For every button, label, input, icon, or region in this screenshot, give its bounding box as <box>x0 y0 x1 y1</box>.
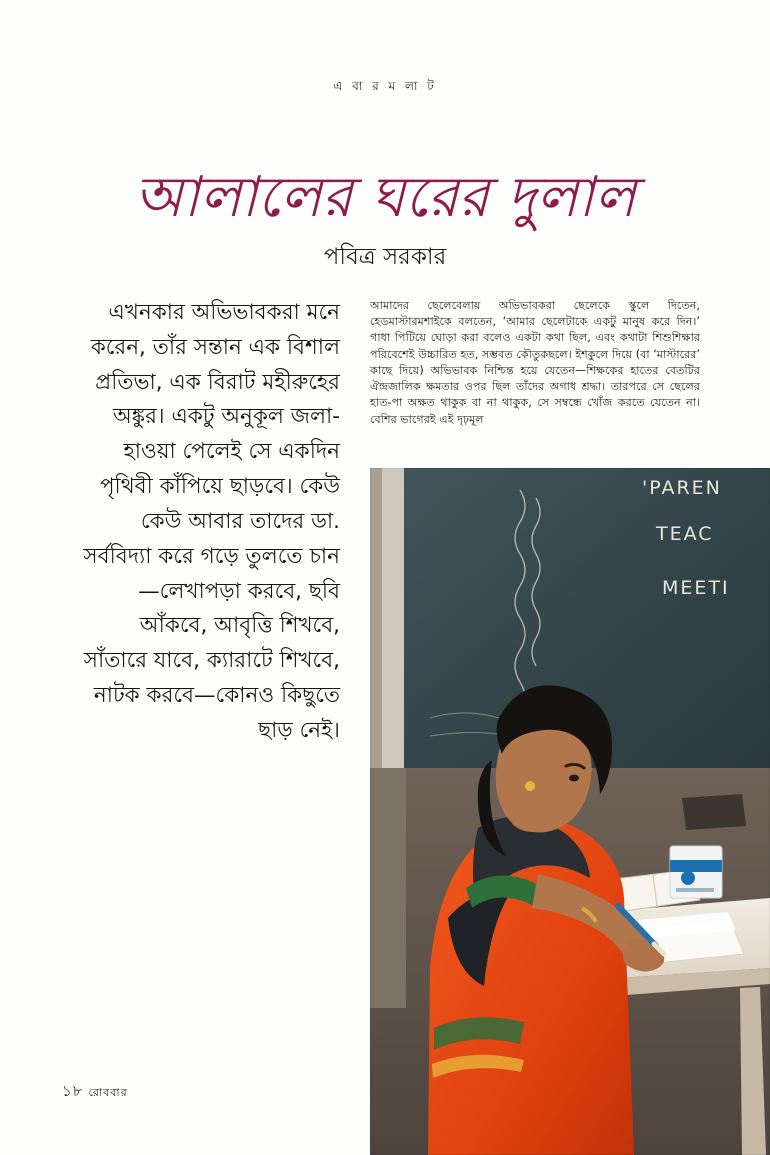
photo-illustration <box>370 468 770 1155</box>
svg-text:MEETI: MEETI <box>662 577 730 599</box>
svg-text:'PAREN: 'PAREN <box>642 477 722 499</box>
folio-page-number: ১৮ <box>62 1082 84 1100</box>
svg-text:TEAC: TEAC <box>656 523 714 545</box>
folio-magazine-name: রোববার <box>88 1086 128 1099</box>
article-photo <box>370 468 770 1155</box>
body-column-text: আমাদের ছেলেবেলায় অভিভাবকরা ছেলেকে স্কুলে দিতেন, হেডমাস্টারমশাইকে বলতেন, ‘আমার ছেলেটাকে একটু মানুষ করে দিন।’ গাধা পিটিয়ে ঘোড়া করা বলেও একটা কথা ছিল, এবং কথাটা শিশুশিক্ষার পরিবেশেই উচ্চারিত হত, সম্ভবত কৌতুকছলে। ইশকুলে দিয়ে (বা ‘মাস্টারের’ কাছে দিয়ে) অভিভাবক নিশ্চিন্ত হয়ে যেতেন—শিক্ষকের হাতের বেতটির ঐন্দ্রজালিক ক্ষমতার ওপর ছিল তাঁদের অগাধ শ্রদ্ধা। তারপরে সে ছেলের হাত-পা অক্ষত থাকুক বা না থাকুক, সে সম্বন্ধে খোঁজ করতে যেতেন না। বেশির ভাগেরই এই দৃঢ়মূল <box>370 299 700 426</box>
intro-column-text: এখনকার অভিভাবকরা মনে করেন, তাঁর সন্তান এক বিশাল প্রতিভা, এক বিরাট মহীরুহের অঙ্কুর। একটু অনুকূল জলা-হাওয়া পেলেই সে একদিন পৃথিবী কাঁপিয়ে ছাড়বে। কেউ কেউ আবার তাদের ডা. সর্ববিদ্যা করে গড়ে তুলতে চান—লেখাপড়া করবে, ছবি আঁকবে, আবৃত্তি শিখবে, সাঁতারে যাবে, ক্যারাটে শিখবে, নাটক করবে—কোনও কিছুতে ছাড় নেই। <box>83 300 340 743</box>
page-title: আলালের ঘরের দুলাল <box>134 164 636 230</box>
page-folio <box>62 1080 128 1105</box>
author-byline: পবিত্র সরকার <box>323 244 447 270</box>
kicker-running-head: এ বা র ম লা ট <box>333 79 437 93</box>
